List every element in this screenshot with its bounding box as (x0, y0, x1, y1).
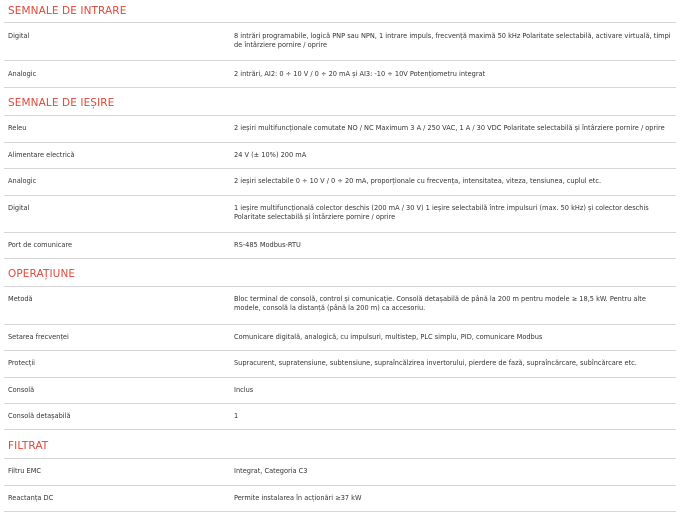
spec-label: Consolă detașabilă (8, 412, 71, 420)
spec-value: Bloc terminal de consolă, control și comunicație. Consolă detașabilă de până la 200 m pentru modele ≥ 18,5 kW. Pentru alte modele, consolă la distanță (până la 200 m) ca accesoriu. (234, 295, 646, 312)
spec-label: Setarea frecvenței (8, 333, 69, 341)
row-divider (4, 232, 676, 233)
row-divider (4, 350, 676, 351)
section-divider (4, 115, 676, 116)
section-title-input-signals: SEMNALE DE INTRARE (8, 5, 127, 17)
row-divider (4, 142, 676, 143)
row-divider (4, 168, 676, 169)
row-divider (4, 258, 676, 259)
row-divider (4, 195, 676, 196)
row-divider (4, 324, 676, 325)
spec-label: Consolă (8, 386, 35, 394)
row-divider (4, 377, 676, 378)
section-divider (4, 286, 676, 287)
spec-value: 24 V (± 10%) 200 mA (234, 151, 307, 159)
row-divider (4, 403, 676, 404)
spec-label: Digital (8, 32, 30, 40)
row-divider (4, 511, 676, 512)
section-divider (4, 458, 676, 459)
spec-label: Port de comunicare (8, 241, 73, 249)
spec-value: 8 intrări programabile, logică PNP sau NPN, 1 intrare impuls, frecvență maximă 50 kHz Polaritate selectabilă, activare virtuală, timpi de întârziere pornire / oprire (234, 32, 671, 49)
row-divider (4, 60, 676, 61)
spec-label: Alimentare electrică (8, 151, 75, 159)
section-title-operation: OPERAȚIUNE (8, 268, 76, 280)
row-divider (4, 429, 676, 430)
spec-value: 1 ieșire multifuncțională colector deschis (200 mA / 30 V) 1 ieșire selectabilă între impulsuri (max. 50 kHz) și colector deschis Polaritate selectabilă și întârziere pornire / oprire (234, 204, 649, 221)
spec-label: Releu (8, 124, 27, 132)
spec-label: Filtru EMC (8, 467, 42, 475)
spec-label: Analogic (8, 70, 37, 78)
row-divider (4, 485, 676, 486)
spec-label: Reactanța DC (8, 494, 54, 502)
row-divider (4, 87, 676, 88)
spec-value: Inclus (234, 386, 254, 394)
spec-value: 1 (234, 412, 239, 420)
spec-value: Comunicare digitală, analogică, cu impulsuri, multistep, PLC simplu, PID, comunicare Modbus (234, 333, 543, 341)
spec-value: Permite instalarea în acționări ≥37 kW (234, 494, 362, 502)
spec-label: Protecții (8, 359, 35, 367)
spec-value: RS-485 Modbus-RTU (234, 241, 301, 249)
section-title-filter: FILTRAT (8, 440, 49, 452)
spec-label: Metodă (8, 295, 33, 303)
spec-value: Supracurent, supratensiune, subtensiune, supraîncălzirea invertorului, pierdere de fază, supraîncărcare, subîncărcare etc. (234, 359, 637, 367)
section-title-output-signals: SEMNALE DE IEȘIRE (8, 97, 115, 109)
spec-value: 2 ieșiri selectabile 0 ÷ 10 V / 0 ÷ 20 mA, proporționale cu frecvența, intensitatea, viteza, tensiunea, cuplul etc. (234, 177, 602, 185)
spec-label: Analogic (8, 177, 37, 185)
section-divider (4, 22, 676, 23)
spec-label: Digital (8, 204, 30, 212)
spec-value: Integrat, Categoria C3 (234, 467, 308, 475)
spec-value: 2 intrări, AI2: 0 ÷ 10 V / 0 ÷ 20 mA și AI3: -10 ÷ 10V Potențiometru integrat (234, 70, 486, 78)
spec-value: 2 ieșiri multifuncționale comutate NO / NC Maximum 3 A / 250 VAC, 1 A / 30 VDC Polaritate selectabilă și întârziere pornire / oprire (234, 124, 665, 132)
